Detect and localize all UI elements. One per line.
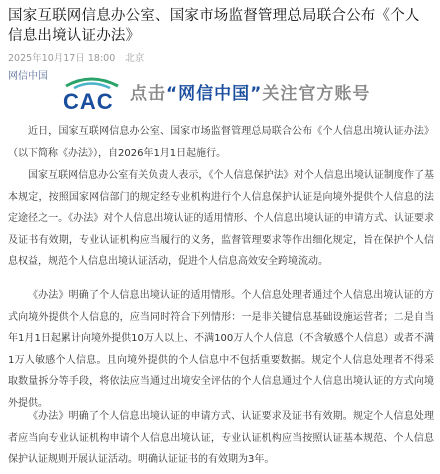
cac-logo (56, 74, 126, 114)
follow-banner[interactable] (56, 74, 392, 114)
banner-account-name: “网信中国” (166, 84, 263, 104)
article-meta (8, 50, 151, 64)
banner-suffix: 关注官方账号 (262, 84, 371, 104)
banner-prefix: 点击 (130, 84, 166, 104)
logo-text: CAC (63, 89, 114, 114)
paragraph-intro: 近日，国家互联网信息办公室、国家市场监督管理总局联合公布《个人信息出境认证办法》（以下简称《办法》），自2026年1月1日起施行。 (8, 126, 434, 159)
paragraph-application-method: 《办法》明确了个人信息出境认证的申请方式、认证要求及证书有效期。规定个人信息处理者应当向专业认证机构申请个人信息出境认证，专业认证机构应当按照认证基本规范、个人信息保护认证规则开展认证活动。明确认证证书的有效期为3年。 (8, 411, 434, 465)
account-name-link[interactable]: 网信中国 (8, 71, 48, 82)
paragraph-applicable-cases: 《办法》明确了个人信息出境认证的适用情形。个人信息处理者通过个人信息出境认证的方式向境外提供个人信息的，应当同时符合下列情形：一是非关键信息基础设施运营者；二是自当年1月1日起累计向境外提供10万人以上、不满100万人个人信息（不含敏感个人信息）或者不满1万人敏感个人信息。且向境外提供的个人信息中不包括重要数据。规定个人信息处理者不得采取数量拆分等手段，将依法应当通过出境安全评估的个人信息通过个人信息出境认证的方式向境外提供。 (8, 290, 434, 409)
article-title: 国家互联网信息办公室、国家市场监督管理总局联合公布《个人信息出境认证办法》 (8, 8, 420, 44)
paragraph-official-statement: 国家互联网信息办公室有关负责人表示，《个人信息保护法》对个人信息出境认证制度作了基本规定，按照国家网信部门的规定经专业机构进行个人信息保护认证是向境外提供个人信息的法定途径之一。《办法》对个人信息出境认证的适用情形、个人信息出境认证的申请方式、认证要求及证书有效期，专业认证机构应当履行的义务，监督管理要求等作出细化规定，旨在保护个人信息权益，规范个人信息出境认证活动，促进个人信息高效安全跨境流动。 (8, 170, 434, 267)
banner-text (130, 81, 370, 107)
publish-location: 北京 (125, 53, 145, 64)
logo-arc-inner (74, 84, 110, 89)
publish-date: 2025年10月17日 18:00 (8, 53, 116, 64)
